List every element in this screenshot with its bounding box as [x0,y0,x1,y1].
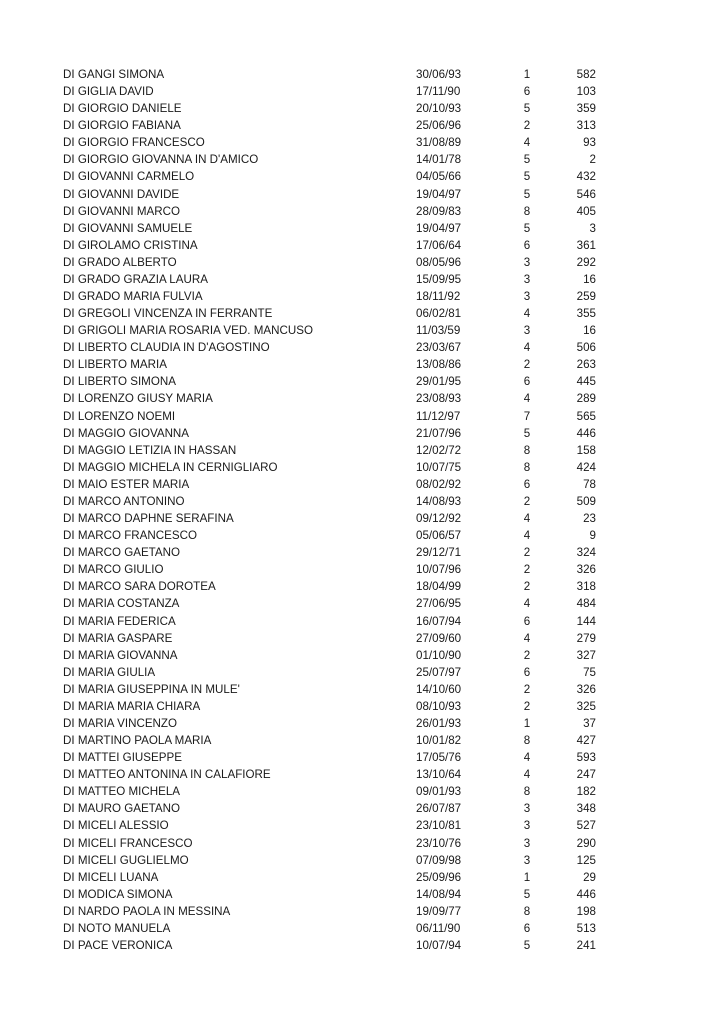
person-name: DI GRADO GRAZIA LAURA [63,272,208,286]
birth-date: 16/07/94 [416,614,462,628]
person-name: DI PACE VERONICA [63,938,173,952]
list-item [0,356,723,373]
record-value: 432 [576,170,596,184]
group-number: 6 [523,614,531,628]
record-value: 144 [576,614,596,628]
person-name: DI LIBERTO CLAUDIA IN D'AGOSTINO [63,341,270,355]
birth-date: 09/12/92 [416,512,462,526]
person-name: DI GIORGIO GIOVANNA IN D'AMICO [63,153,259,167]
list-item [0,852,723,869]
person-name: DI LIBERTO SIMONA [63,375,176,389]
birth-date: 27/06/95 [416,597,462,611]
list-item [0,749,723,766]
record-value: 446 [576,426,596,440]
group-number: 3 [523,324,531,338]
record-value: 279 [576,631,596,645]
record-value: 241 [576,938,596,952]
group-number: 6 [523,375,531,389]
record-value: 509 [576,494,596,508]
record-value: 361 [576,238,596,252]
person-name: DI MARIA GIULIA [63,665,156,679]
list-item [0,134,723,151]
record-value: 292 [576,255,596,269]
person-name: DI MARIA MARIA CHIARA [63,699,201,713]
person-name: DI GRADO MARIA FULVIA [63,290,203,304]
record-value: 327 [576,648,596,662]
person-name: DI LORENZO GIUSY MARIA [63,392,213,406]
birth-date: 10/07/75 [416,460,462,474]
list-item [0,920,723,937]
list-item [0,783,723,800]
group-number: 2 [523,119,531,133]
list-item [0,83,723,100]
group-number: 8 [523,734,531,748]
list-item [0,151,723,168]
group-number: 2 [523,648,531,662]
list-item [0,510,723,527]
group-number: 3 [523,836,531,850]
group-number: 3 [523,255,531,269]
birth-date: 10/07/94 [416,938,462,952]
list-item [0,117,723,134]
group-number: 5 [523,102,531,116]
record-value: 16 [583,272,596,286]
list-item [0,168,723,185]
record-value: 103 [576,85,596,99]
group-number: 2 [523,358,531,372]
group-number: 5 [523,187,531,201]
birth-date: 11/03/59 [416,324,461,338]
list-item [0,237,723,254]
record-list [0,66,723,954]
list-item [0,476,723,493]
group-number: 6 [523,477,531,491]
person-name: DI MODICA SIMONA [63,887,173,901]
person-name: DI MAGGIO GIOVANNA [63,426,190,440]
birth-date: 23/10/76 [416,836,462,850]
birth-date: 26/07/87 [416,802,462,816]
record-value: 565 [576,409,596,423]
list-item [0,373,723,390]
birth-date: 30/06/93 [416,68,462,81]
record-value: 23 [583,512,596,526]
birth-date: 23/03/67 [416,341,462,355]
birth-date: 07/09/98 [416,853,462,867]
group-number: 3 [523,272,531,286]
birth-date: 19/09/77 [416,904,462,918]
list-item [0,647,723,664]
record-value: 78 [583,477,596,491]
list-item [0,630,723,647]
person-name: DI MAIO ESTER MARIA [63,477,190,491]
group-number: 4 [523,136,531,150]
record-value: 37 [583,716,596,730]
record-value: 16 [583,324,596,338]
list-item [0,613,723,630]
record-value: 324 [576,546,596,560]
birth-date: 19/04/97 [416,187,462,201]
birth-date: 14/08/93 [416,494,462,508]
person-name: DI NOTO MANUELA [63,921,171,935]
list-item [0,903,723,920]
list-item [0,254,723,271]
person-name: DI MICELI ALESSIO [63,819,169,833]
list-item [0,664,723,681]
group-number: 2 [523,682,531,696]
person-name: DI MARIA GIOVANNA [63,648,178,662]
group-number: 3 [523,802,531,816]
list-item [0,766,723,783]
record-value: 313 [576,119,596,133]
record-value: 259 [576,290,596,304]
birth-date: 29/01/95 [416,375,462,389]
birth-date: 11/12/97 [416,409,461,423]
record-value: 289 [576,392,596,406]
person-name: DI MARIA FEDERICA [63,614,176,628]
group-number: 4 [523,307,531,321]
birth-date: 19/04/97 [416,221,462,235]
birth-date: 15/09/95 [416,272,462,286]
person-name: DI GIORGIO FRANCESCO [63,136,205,150]
record-value: 527 [576,819,596,833]
record-value: 198 [576,904,596,918]
birth-date: 21/07/96 [416,426,462,440]
birth-date: 18/04/99 [416,580,462,594]
record-value: 348 [576,802,596,816]
record-value: 506 [576,341,596,355]
person-name: DI MARCO GAETANO [63,546,181,560]
birth-date: 08/05/96 [416,255,462,269]
list-item [0,732,723,749]
record-value: 355 [576,307,596,321]
birth-date: 20/10/93 [416,102,462,116]
list-item [0,203,723,220]
person-name: DI MICELI LUANA [63,870,159,884]
list-item [0,408,723,425]
group-number: 4 [523,529,531,543]
list-item [0,220,723,237]
person-name: DI LORENZO NOEMI [63,409,176,423]
birth-date: 23/08/93 [416,392,462,406]
group-number: 8 [523,443,531,457]
birth-date: 14/01/78 [416,153,462,167]
birth-date: 18/11/92 [416,290,461,304]
person-name: DI MAURO GAETANO [63,802,181,816]
list-item [0,886,723,903]
group-number: 1 [523,716,531,730]
group-number: 5 [523,153,531,167]
person-name: DI MARIA COSTANZA [63,597,180,611]
person-name: DI MATTEO MICHELA [63,785,181,799]
record-value: 182 [576,785,596,799]
person-name: DI MARCO SARA DOROTEA [63,580,216,594]
person-name: DI GRADO ALBERTO [63,255,177,269]
record-value: 546 [576,187,596,201]
person-name: DI GIROLAMO CRISTINA [63,238,198,252]
person-name: DI GIOVANNI SAMUELE [63,221,193,235]
birth-date: 23/10/81 [416,819,462,833]
person-name: DI GIGLIA DAVID [63,85,154,99]
group-number: 6 [523,665,531,679]
person-name: DI MARCO FRANCESCO [63,529,197,543]
birth-date: 31/08/89 [416,136,462,150]
birth-date: 08/02/92 [416,477,462,491]
person-name: DI GIOVANNI MARCO [63,204,181,218]
list-item [0,305,723,322]
record-value: 445 [576,375,596,389]
group-number: 7 [523,409,531,423]
group-number: 1 [523,68,531,81]
group-number: 4 [523,392,531,406]
group-number: 2 [523,494,531,508]
group-number: 1 [523,870,531,884]
person-name: DI NARDO PAOLA IN MESSINA [63,904,231,918]
group-number: 8 [523,460,531,474]
record-value: 424 [576,460,596,474]
list-item [0,442,723,459]
list-item [0,681,723,698]
list-item [0,800,723,817]
person-name: DI GRIGOLI MARIA ROSARIA VED. MANCUSO [63,324,313,338]
group-number: 5 [523,170,531,184]
record-value: 3 [589,221,596,235]
group-number: 4 [523,512,531,526]
record-value: 125 [576,853,596,867]
person-name: DI MAGGIO MICHELA IN CERNIGLIARO [63,460,278,474]
list-item [0,937,723,954]
person-name: DI MARCO ANTONINO [63,494,185,508]
record-value: 247 [576,768,596,782]
record-value: 2 [589,153,596,167]
person-name: DI MARCO DAPHNE SERAFINA [63,512,234,526]
record-value: 158 [576,443,596,457]
birth-date: 14/08/94 [416,887,462,901]
group-number: 6 [523,921,531,935]
list-item [0,869,723,886]
birth-date: 12/02/72 [416,443,462,457]
record-value: 484 [576,597,596,611]
record-value: 593 [576,751,596,765]
person-name: DI GIORGIO FABIANA [63,119,181,133]
list-item [0,715,723,732]
record-value: 290 [576,836,596,850]
person-name: DI GANGI SIMONA [63,68,165,81]
group-number: 8 [523,904,531,918]
list-item [0,544,723,561]
group-number: 8 [523,785,531,799]
group-number: 4 [523,768,531,782]
birth-date: 14/10/60 [416,682,462,696]
birth-date: 17/05/76 [416,751,462,765]
person-name: DI GIORGIO DANIELE [63,102,182,116]
person-name: DI MARTINO PAOLA MARIA [63,734,212,748]
group-number: 3 [523,853,531,867]
record-value: 9 [589,529,596,543]
group-number: 6 [523,85,531,99]
record-value: 93 [583,136,596,150]
birth-date: 13/10/64 [416,768,462,782]
list-item [0,527,723,544]
birth-date: 25/09/96 [416,870,462,884]
person-name: DI MATTEO ANTONINA IN CALAFIORE [63,768,271,782]
group-number: 3 [523,819,531,833]
list-item [0,493,723,510]
record-value: 513 [576,921,596,935]
person-name: DI MAGGIO LETIZIA IN HASSAN [63,443,237,457]
birth-date: 27/09/60 [416,631,462,645]
group-number: 5 [523,887,531,901]
list-item [0,425,723,442]
birth-date: 06/02/81 [416,307,462,321]
person-name: DI LIBERTO MARIA [63,358,167,372]
group-number: 4 [523,751,531,765]
birth-date: 08/10/93 [416,699,462,713]
person-name: DI MARIA GASPARE [63,631,173,645]
person-name: DI MICELI GUGLIELMO [63,853,189,867]
record-value: 446 [576,887,596,901]
person-name: DI MATTEI GIUSEPPE [63,751,182,765]
person-name: DI MARIA GIUSEPPINA IN MULE' [63,682,240,696]
birth-date: 25/06/96 [416,119,462,133]
group-number: 5 [523,426,531,440]
person-name: DI MARCO GIULIO [63,563,164,577]
birth-date: 04/05/66 [416,170,462,184]
group-number: 3 [523,290,531,304]
list-item [0,835,723,852]
person-name: DI GREGOLI VINCENZA IN FERRANTE [63,307,273,321]
group-number: 6 [523,238,531,252]
list-item [0,578,723,595]
group-number: 2 [523,699,531,713]
list-item [0,561,723,578]
person-name: DI MICELI FRANCESCO [63,836,193,850]
record-value: 29 [583,870,596,884]
birth-date: 09/01/93 [416,785,462,799]
birth-date: 25/07/97 [416,665,462,679]
birth-date: 17/11/90 [416,85,461,99]
group-number: 4 [523,341,531,355]
group-number: 8 [523,204,531,218]
birth-date: 10/01/82 [416,734,462,748]
birth-date: 13/08/86 [416,358,462,372]
group-number: 2 [523,546,531,560]
person-name: DI MARIA VINCENZO [63,716,178,730]
group-number: 4 [523,631,531,645]
list-item [0,66,723,83]
record-value: 325 [576,699,596,713]
record-value: 582 [576,68,596,81]
birth-date: 28/09/83 [416,204,462,218]
record-value: 359 [576,102,596,116]
list-item [0,339,723,356]
person-name: DI GIOVANNI CARMELO [63,170,195,184]
record-value: 318 [576,580,596,594]
list-item [0,271,723,288]
list-item [0,288,723,305]
birth-date: 05/06/57 [416,529,462,543]
birth-date: 01/10/90 [416,648,462,662]
record-value: 75 [583,665,596,679]
list-item [0,698,723,715]
list-item [0,817,723,834]
birth-date: 10/07/96 [416,563,462,577]
list-item [0,595,723,612]
person-name: DI GIOVANNI DAVIDE [63,187,180,201]
group-number: 2 [523,563,531,577]
list-item [0,322,723,339]
list-item [0,186,723,203]
list-item [0,390,723,407]
birth-date: 17/06/64 [416,238,462,252]
record-value: 405 [576,204,596,218]
birth-date: 06/11/90 [416,921,461,935]
record-value: 427 [576,734,596,748]
record-value: 326 [576,682,596,696]
group-number: 5 [523,938,531,952]
list-item [0,100,723,117]
group-number: 4 [523,597,531,611]
list-item [0,459,723,476]
record-value: 263 [576,358,596,372]
birth-date: 29/12/71 [416,546,462,560]
group-number: 5 [523,221,531,235]
group-number: 2 [523,580,531,594]
record-value: 326 [576,563,596,577]
birth-date: 26/01/93 [416,716,462,730]
